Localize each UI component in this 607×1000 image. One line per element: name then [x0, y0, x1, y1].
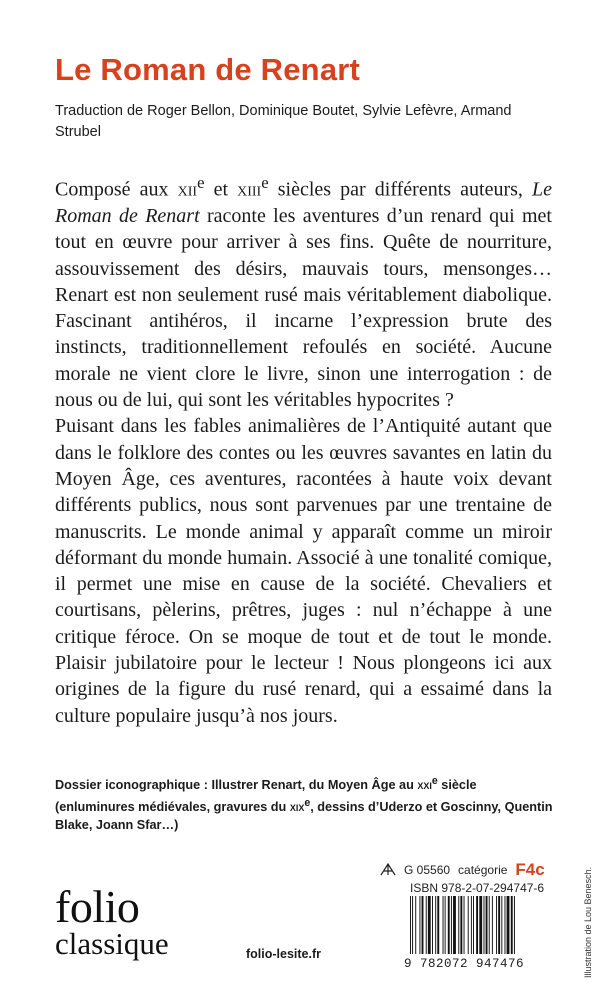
barcode-bar: [437, 896, 439, 954]
barcode-bar: [514, 896, 515, 954]
barcode-bar: [451, 896, 452, 954]
barcode-bar: [422, 896, 424, 954]
dossier-iconographique: Dossier iconographique : Illustrer Renart, du Moyen Âge au xxi$^e$ siècle (enluminures médiévales, gravures du xix$^e$, dessins d’Uderzo et Goscinny, Quentin Blake, Joann Sfar…): [55, 775, 553, 833]
barcode-bar: [471, 896, 472, 954]
barcode-bar: [507, 896, 510, 954]
barcode-bar: [492, 896, 493, 954]
barcode-bar: [458, 896, 459, 954]
barcode-bar: [443, 896, 444, 954]
barcode-bar: [498, 896, 500, 954]
barcode-number: 9 782072 947476: [404, 957, 525, 971]
barcode-bar: [426, 896, 427, 954]
illustration-credit: Illustration de Lou Benesch.: [583, 866, 593, 978]
summary-paragraph-2: Puisant dans les fables animalières de l’Antiquité autant que dans le folklore des contes ou les œuvres savantes en latin du Moyen Âge, ces aventures, racontées à haute voix devant différents publics, nous sont parvenues par une trentaine de manuscrits. Le monde animal y apparaît comme un miroir déformant du monde humain. Associé à une tonalité comique, il permet une mise en cause de la société. Chevaliers et courtisans, pèlerins, prêtres, juges : nul n’échappe à une critique féroce. On se moque de tout et de tout le monde. Plaisir jubilatoire pour le lecteur ! Nous plongeons ici aux origines de la figure du rusé renard, qui a essaimé dans la culture populaire jusqu’à nos jours.: [55, 415, 552, 727]
isbn: ISBN 978-2-07-294747-6: [410, 881, 545, 895]
barcode-bar: [464, 896, 465, 954]
barcode-bar: [511, 896, 513, 954]
barcode-bar: [489, 896, 490, 954]
barcode-bar: [468, 896, 469, 954]
folio-classique-logo: [55, 881, 169, 961]
barcode-bar: [484, 896, 485, 954]
summary-text: [55, 170, 552, 729]
category-label: catégorie: [458, 863, 508, 877]
barcode-bar: [410, 896, 411, 954]
barcode-bar: [501, 896, 502, 954]
summary-paragraph-1: Composé aux xii$^e$ et xiii$^e$ siècles par différents auteurs, Le Roman de Renart raconte les aventures d’un renard qui met tout en œuvre pour arriver à ses fins. Quête de nourriture, assouvissement des désirs, mauvais tours, mensonges… Renart est non seulement rusé mais véritablement diabolique. Fascinant antihéros, il incarne l’expression brute des instincts, traditionnellement refoulés en société. Aucune morale ne vient clore le livre, sinon une interrogation : de nous ou de lui, qui sont les véritables hypocrites ?: [55, 173, 553, 412]
barcode-bar: [419, 896, 420, 954]
barcode-bar: [460, 896, 462, 954]
barcode-bar: [473, 896, 474, 954]
barcode-bar: [496, 896, 497, 954]
website-url: folio-lesite.fr: [246, 947, 322, 961]
barcode-bar: [479, 896, 482, 954]
logo-classique: classique: [55, 926, 169, 961]
logo-folio: folio: [55, 881, 140, 932]
barcode-bar: [412, 896, 413, 954]
barcode-bar: [505, 896, 506, 954]
category-code: F4c: [515, 860, 545, 879]
barcode-bar: [486, 896, 488, 954]
translators: Traduction de Roger Bellon, Dominique Boutet, Sylvie Lefèvre, Armand Strubel: [55, 103, 512, 140]
barcode: [408, 896, 558, 954]
barcode-bar: [432, 896, 433, 954]
barcode-bar: [476, 896, 478, 954]
barcode-bar: [448, 896, 450, 954]
book-title: Le Roman de Renart: [55, 52, 361, 87]
product-codes: [380, 860, 545, 895]
barcode-bar: [453, 896, 456, 954]
price-code: G 05560: [404, 863, 451, 877]
barcode-bar: [428, 896, 431, 954]
barcode-bar: [435, 896, 436, 954]
barcode-bar: [445, 896, 446, 954]
publisher-emblem-icon: [380, 862, 396, 879]
barcode-bar: [415, 896, 416, 954]
